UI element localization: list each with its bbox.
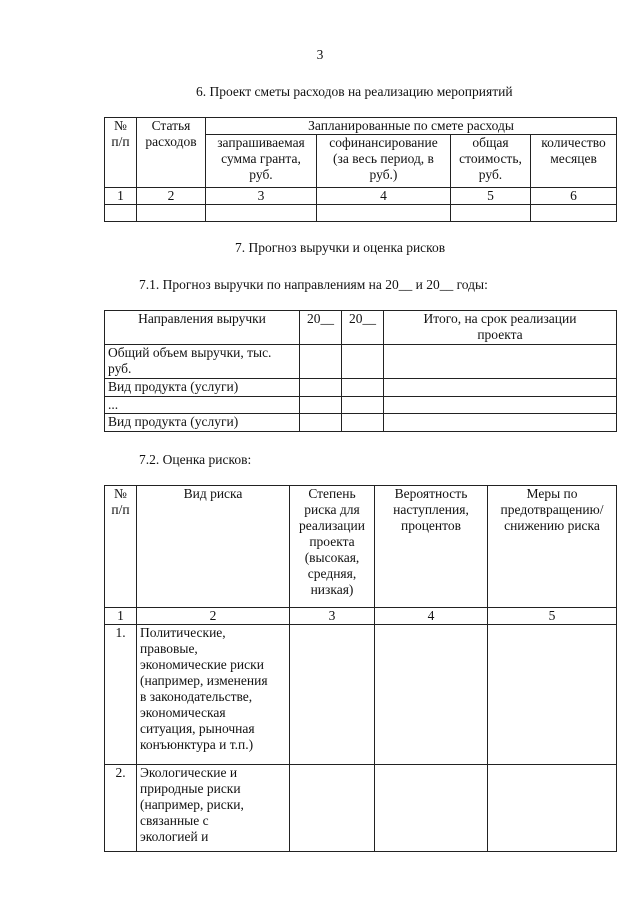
empty-cell [384,345,617,379]
risk-row-num: 1. [105,625,137,765]
header-risk-probability: Вероятность наступления, процентов [375,486,488,608]
header-num: № п/п [105,118,137,188]
col-number: 2 [137,188,206,205]
empty-cell [384,379,617,397]
empty-cell [290,625,375,765]
empty-cell [384,414,617,432]
header-months: количество месяцев [531,135,617,188]
header-num: № п/п [105,486,137,608]
header-risk-degree: Степень риска для реализации проекта (высокая, средняя, низкая) [290,486,375,608]
empty-cell [300,397,342,414]
section72-title: 7.2. Оценка рисков: [139,452,252,467]
revenue-row-label: Вид продукта (услуги) [105,379,300,397]
header-planned: Запланированные по смете расходы [206,118,617,135]
header-direction: Направления выручки [105,311,300,345]
empty-cell [317,205,451,222]
revenue-row-label: Вид продукта (услуги) [105,414,300,432]
risk-row-text: Экологические и природные риски (например, риски, связанные с экологией и [137,765,290,852]
col-number: 4 [375,608,488,625]
col-number: 5 [488,608,617,625]
col-number: 1 [105,608,137,625]
empty-cell [375,625,488,765]
header-risk-measures: Меры по предотвращению/ снижению риска [488,486,617,608]
empty-cell [105,205,137,222]
risk-row-num: 2. [105,765,137,852]
empty-cell [488,765,617,852]
empty-cell [206,205,317,222]
risk-table [104,485,617,852]
empty-cell [300,345,342,379]
col-number: 6 [531,188,617,205]
header-risk-type: Вид риска [137,486,290,608]
empty-cell [290,765,375,852]
budget-table [104,117,617,222]
col-number: 1 [105,188,137,205]
empty-cell [137,205,206,222]
empty-cell [342,397,384,414]
risk-row-text: Политические, правовые, экономические риски (например, изменения в законодательстве, экономическая ситуация, рыночная конъюнктура и т.п.) [137,625,290,765]
col-number: 3 [290,608,375,625]
header-article: Статья расходов [137,118,206,188]
empty-cell [488,625,617,765]
empty-cell [375,765,488,852]
header-revenue-total: Итого, на срок реализации проекта [384,311,617,345]
col-number: 4 [317,188,451,205]
empty-cell [342,379,384,397]
header-requested: запрашиваемая сумма гранта, руб. [206,135,317,188]
section6-title: 6. Проект сметы расходов на реализацию мероприятий [196,84,513,99]
col-number: 2 [137,608,290,625]
revenue-table [104,310,617,432]
empty-cell [342,414,384,432]
empty-cell [342,345,384,379]
header-total: общая стоимость, руб. [451,135,531,188]
header-cofinancing: софинансирование (за весь период, в руб.) [317,135,451,188]
header-year1: 20__ [300,311,342,345]
header-year2: 20__ [342,311,384,345]
empty-cell [300,379,342,397]
revenue-row-label: ... [105,397,300,414]
revenue-row-label: Общий объем выручки, тыс. руб. [105,345,300,379]
col-number: 3 [206,188,317,205]
empty-cell [384,397,617,414]
empty-cell [531,205,617,222]
section71-title: 7.1. Прогноз выручки по направлениям на 20__ и 20__ годы: [139,277,488,292]
empty-cell [451,205,531,222]
col-number: 5 [451,188,531,205]
section7-title: 7. Прогноз выручки и оценка рисков [235,240,446,255]
page-number: 3 [316,47,324,62]
empty-cell [300,414,342,432]
